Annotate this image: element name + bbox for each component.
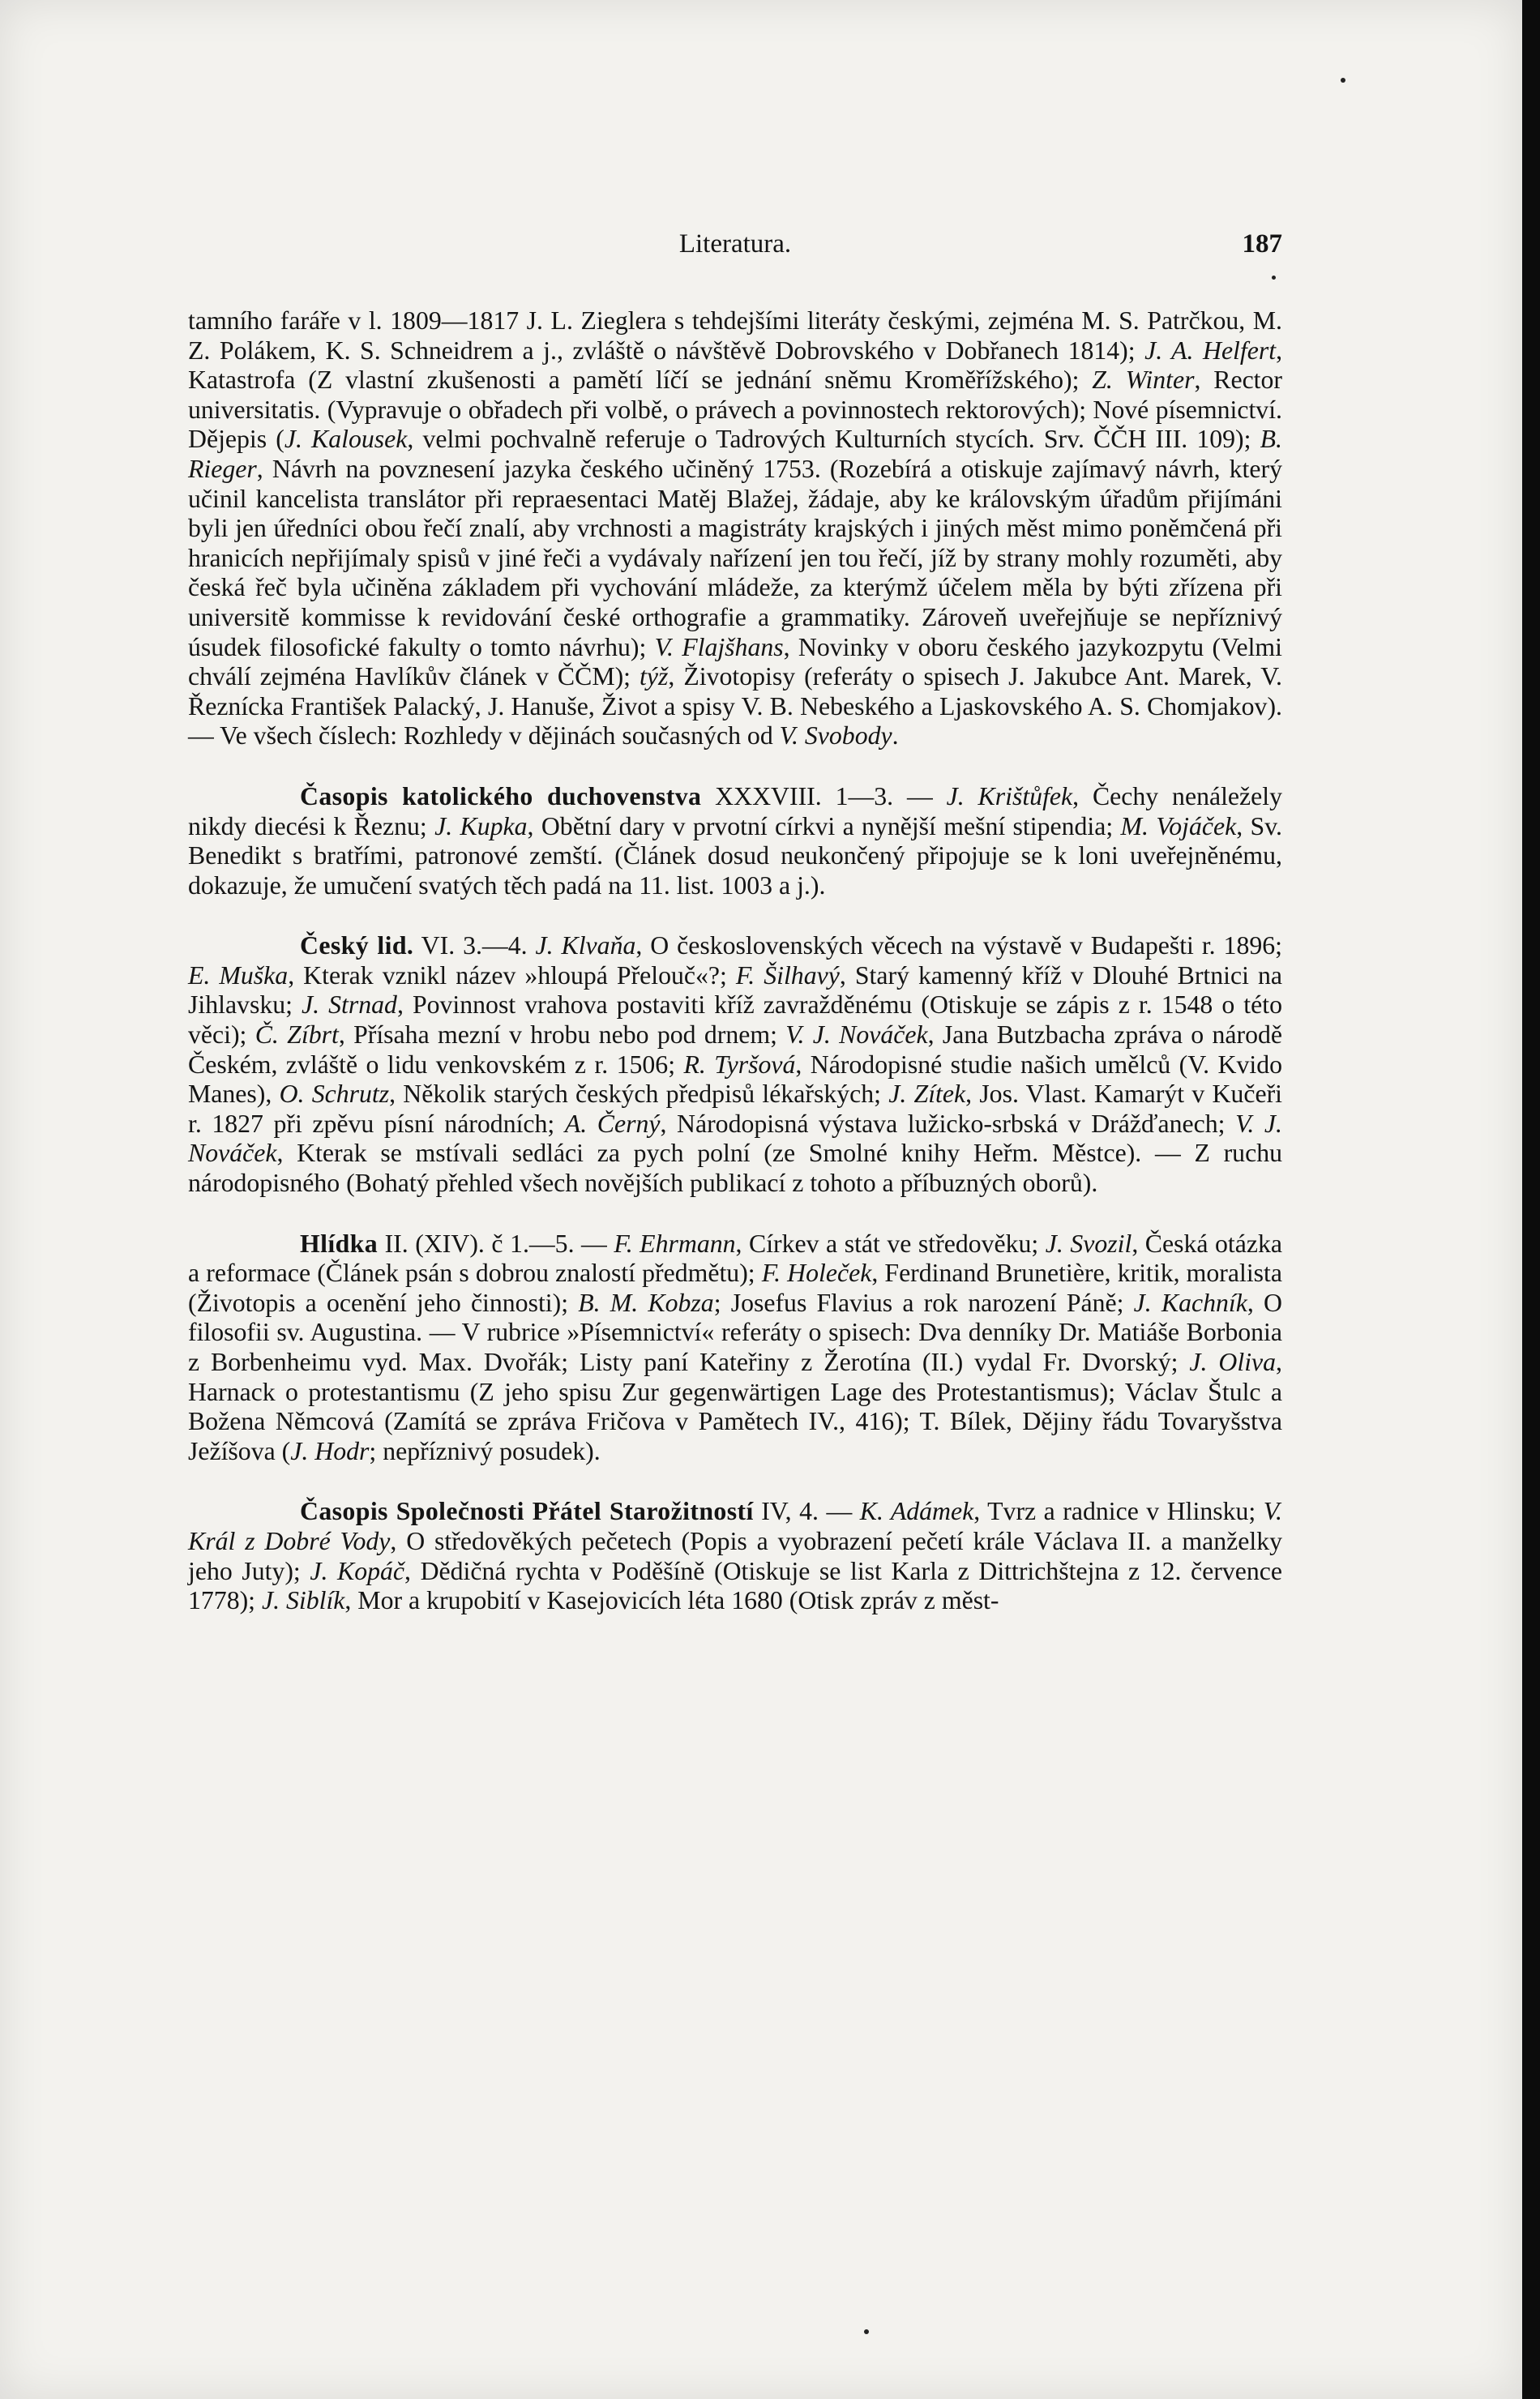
author-name: O. Schrutz xyxy=(279,1080,390,1109)
entry-text: , Několik starých českých předpisů lékařských; xyxy=(389,1080,889,1109)
entry-text: ; nepříznivý posudek). xyxy=(369,1436,601,1465)
scan-speck xyxy=(864,2329,869,2334)
entry-text: , O filosofii sv. Augustina. — V rubrice »Písemnictví« referáty o spisech: Dva denníky Dr. Matiáše Borbonia z Borbenheimu vyd. Max. Dvořák; Listy paní Kateřiny z Žerotína (II.) vydal Fr. Dvorský; xyxy=(188,1288,1282,1376)
author-name: B. M. Kobza xyxy=(578,1288,714,1317)
author-name: J. Hodr xyxy=(290,1436,370,1465)
entry-text: , Mor a krupobití v Kasejovicích léta 1680 (Otisk zpráv z měst- xyxy=(344,1586,999,1615)
author-name: týž xyxy=(640,662,669,691)
author-name: J. Krištůfek xyxy=(946,781,1073,810)
scan-edge xyxy=(1522,0,1540,2399)
author-name: V. J. Nováček xyxy=(785,1020,928,1050)
body-text xyxy=(188,306,1282,1616)
entry-text: . xyxy=(892,721,899,750)
continued-paragraph xyxy=(188,306,1282,751)
journal-entry xyxy=(188,782,1282,900)
entry-text: ; Josefus Flavius a rok narození Páně; xyxy=(713,1288,1134,1317)
entry-text: , Národopisná výstava lužicko-srbská v Drážďanech; xyxy=(660,1109,1236,1138)
entry-text: , Kterak se mstívali sedláci za pych polní (ze Smolné knihy Heřm. Městce). — Z ruchu národopisného (Bohatý přehled všech novějších publikací z tohoto a příbuzných oborů). xyxy=(188,1139,1282,1198)
page-header xyxy=(188,229,1282,270)
journal-title: Časopis Společnosti Přátel Starožitností xyxy=(300,1497,754,1526)
entry-text: , velmi pochvalně referuje o Tadrových Kulturních stycích. Srv. ČČH III. 109); xyxy=(407,425,1260,454)
author-name: Č. Zíbrt xyxy=(255,1020,339,1050)
journal-entry xyxy=(188,1229,1282,1467)
entry-text: , Přísaha mezní v hrobu nebo pod drnem; xyxy=(338,1020,786,1050)
entry-text: , O středověkých pečetech (Popis a vyobrazení pečetí krále Václava II. a manželky jeho Juty); xyxy=(188,1526,1282,1585)
author-name: V. Flajšhans xyxy=(654,632,784,661)
author-name: F. Ehrmann xyxy=(614,1229,736,1258)
author-name: V. Svobody xyxy=(779,721,892,750)
scan-speck xyxy=(1341,78,1345,83)
entry-text: , Harnack o protestantismu (Z jeho spisu Zur gegenwärtigen Lage des Protestantismus); Václav Štulc a Božena Němcová (Zamítá se zpráva Fričova v Pamětech IV., 416); T. Bílek, Dějiny řádu Tovaryšstva Ježíšova ( xyxy=(188,1348,1282,1465)
entry-text: , Jana Butzbacha zpráva o národě Českém, zvláště o lidu venkovském z r. 1506; xyxy=(188,1020,1282,1079)
author-name: B. Rieger xyxy=(188,425,1282,483)
author-name: V. J. Nováček xyxy=(188,1109,1282,1168)
author-name: K. Adámek xyxy=(859,1497,974,1526)
author-name: J. Kupka xyxy=(434,811,528,840)
journal-title: Hlídka xyxy=(300,1229,379,1258)
entry-text: , Dědičná rychta v Poděšíně (Otiskuje se list Karla z Dittrichštejna z 12. července 1778); xyxy=(188,1556,1283,1615)
author-name: F. Šilhavý xyxy=(735,960,840,990)
scan-speck xyxy=(1272,276,1276,280)
author-name: J. Svozil xyxy=(1045,1229,1132,1258)
entry-text: , Obětní dary v prvotní církvi a nynější mešní stipendia; xyxy=(527,811,1121,840)
journal-title: Časopis katolického duchovenstva xyxy=(300,781,702,810)
author-name: V. Král z Dobré Vody xyxy=(188,1497,1283,1555)
entry-text: II. (XIV). č 1.—5. — xyxy=(378,1229,614,1258)
author-name: Z. Winter xyxy=(1092,366,1195,395)
author-name: J. Siblík xyxy=(261,1586,345,1615)
entry-text: , Sv. Benedikt s bratřími, patronové zemští. (Článek dosud neukončený připojuje se k loni uveřejněnému, dokazuje, že umučení svatých těch padá na 11. list. 1003 a j.). xyxy=(188,811,1282,900)
entry-text: , Čechy nenáležely nikdy diecési k Řeznu; xyxy=(188,781,1282,840)
entry-text: tamního faráře v l. 1809—1817 J. L. Zieglera s tehdejšími literáty českými, zejména M. S. Patrčkou, M. Z. Polákem, K. S. Schneidrem a j., zvláště o návštěvě Dobrovského v Dobřanech 1814); xyxy=(188,306,1282,365)
entry-text: , Návrh na povznesení jazyka českého učiněný 1753. (Rozebírá a otiskuje zajímavý návrh, který učinil kancelista translátor při repraesentaci Matěj Blažej, žádaje, aby ke královským úřadům přijímáni byli jen úředníci obou řečí znalí, aby vrchnosti a magistráty krajských i jiných měst mimo poněmčená při hranicích nepřijímaly spisů v jiné řeči a vydávaly nařízení jen tou řečí, jíž by strany mohly rozuměti, aby česká řeč byla učiněna základem při vychování mládeže, za kterýmž účelem měla by býti zřízena při universitě kommisse k revidování české orthografie a grammatiky. Zároveň uveřejňuje se nepříznivý úsudek filosofické fakulty o tomto návrhu); xyxy=(188,454,1282,661)
entry-text: IV, 4. — xyxy=(753,1497,860,1526)
author-name: M. Vojáček xyxy=(1120,811,1237,840)
author-name: J. Zítek xyxy=(888,1080,966,1109)
entry-text: , Povinnost vrahova postaviti kříž zavražděnému (Otiskuje se zápis z r. 1548 o této věci); xyxy=(188,990,1282,1050)
author-name: J. Kopáč xyxy=(310,1556,405,1585)
author-name: J. Oliva xyxy=(1189,1348,1277,1376)
entry-text: , Katastrofa (Z vlastní zkušenosti a pamětí líčí se jednání sněmu Kroměřížského); xyxy=(188,336,1283,395)
author-name: J. Strnad xyxy=(302,990,397,1020)
entry-text: , Starý kamenný kříž v Dlouhé Brtnici na Jihlavsku; xyxy=(188,960,1282,1020)
entry-text: , Ferdinand Brunetière, kritik, moralista (Životopis a ocenění jeho činnosti); xyxy=(188,1259,1282,1317)
author-name: J. Klvaňa xyxy=(535,931,636,960)
entry-text: , Rector universitatis. (Vypravuje o obřadech při volbě, o právech a povinnostech rektorových); Nové písemnictví. Dějepis ( xyxy=(188,366,1283,454)
author-name: F. Holeček xyxy=(761,1259,872,1288)
entry-text: , Církev a stát ve středověku; xyxy=(735,1229,1046,1258)
author-name: J. A. Helfert xyxy=(1144,336,1277,365)
journal-title: Český lid. xyxy=(300,931,414,960)
entry-text: , Národopisné studie našich umělců (V. Kvido Manes), xyxy=(188,1050,1282,1109)
entry-text: , O československých věcech na výstavě v Budapešti r. 1896; xyxy=(635,931,1282,960)
entry-text: , Kterak vznikl název »hloupá Přelouč«?; xyxy=(288,960,736,990)
entry-text: XXXVIII. 1—3. — xyxy=(701,781,947,810)
entry-text: , Jos. Vlast. Kamarýt v Kučeři r. 1827 při zpěvu písní národních; xyxy=(188,1080,1283,1138)
entry-text: , Tvrz a radnice v Hlinsku; xyxy=(973,1497,1264,1526)
entry-text: , Novinky v oboru českého jazykozpytu (Velmi chválí zejména Havlíkův článek v ČČM); xyxy=(188,632,1282,691)
journal-entry xyxy=(188,931,1282,1198)
author-name: R. Tyršová xyxy=(683,1050,796,1079)
entry-text: , Životopisy (referáty o spisech J. Jakubce Ant. Marek, V. Řeznícka František Palacký, J. Hanuše, Život a spisy V. B. Nebeského a Ljaskovského A. S. Chomjakov). — Ve všech číslech: Rozhledy v dějinách současných od xyxy=(188,662,1283,750)
author-name: E. Muška xyxy=(188,960,289,990)
page-number: 187 xyxy=(1242,229,1282,259)
author-name: A. Černý xyxy=(564,1109,661,1138)
running-title: Literatura. xyxy=(678,229,792,259)
entry-text: VI. 3.—4. xyxy=(413,931,536,960)
author-name: J. Kalousek xyxy=(284,425,408,454)
entry-text: , Česká otázka a reformace (Článek psán s dobrou znalostí předmětu); xyxy=(188,1229,1282,1288)
journal-entry xyxy=(188,1497,1282,1615)
author-name: J. Kachník xyxy=(1133,1288,1247,1317)
